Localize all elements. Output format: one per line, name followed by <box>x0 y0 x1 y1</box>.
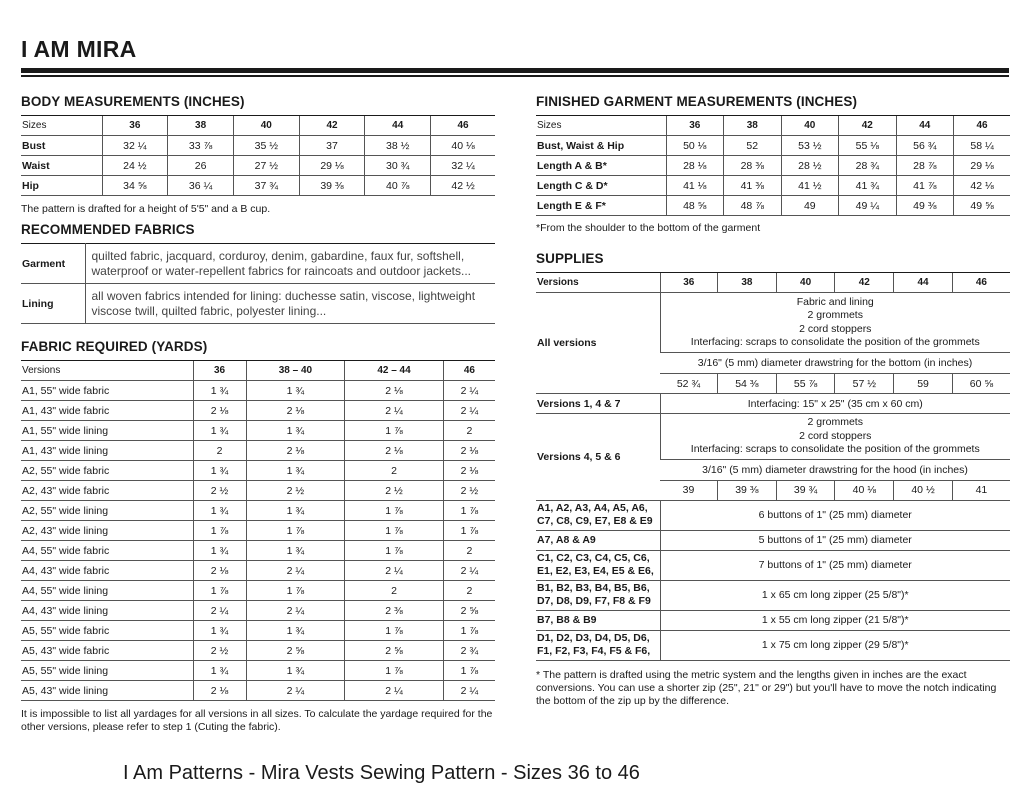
table-cell: 55 ⅞ <box>776 374 835 394</box>
row-label: A5, 55" wide lining <box>21 661 193 681</box>
row-label: A2, 55" wide lining <box>21 501 193 521</box>
header-cell: 46 <box>443 361 495 381</box>
left-column <box>21 94 495 734</box>
table-row <box>536 580 1010 610</box>
table-cell <box>660 414 1010 460</box>
row-label: A1, 43" wide lining <box>21 441 193 461</box>
table-cell: 37 ¾ <box>233 176 299 196</box>
row-label: A2, 43" wide lining <box>21 521 193 541</box>
table-cell: 6 buttons of 1" (25 mm) diameter <box>660 500 1010 530</box>
table-cell: 2 ¼ <box>345 561 444 581</box>
body-measurements-heading: BODY MEASUREMENTS (INCHES) <box>21 94 245 109</box>
table-cell: 2 ⅝ <box>443 601 495 621</box>
header-cell: 36 <box>193 361 246 381</box>
table-row <box>536 176 1010 196</box>
table-cell: 42 ⅛ <box>954 176 1010 196</box>
table-cell: 2 <box>443 421 495 441</box>
table-cell: 41 ½ <box>781 176 839 196</box>
table-row <box>21 284 495 324</box>
table-row <box>21 421 495 441</box>
table-row <box>536 196 1010 216</box>
header-cell: Sizes <box>21 116 102 136</box>
table-row <box>21 661 495 681</box>
table-cell: 28 ¾ <box>839 156 897 176</box>
table-cell: 2 ⅛ <box>193 681 246 701</box>
row-label: Bust, Waist & Hip <box>536 136 666 156</box>
row-label: D1, D2, D3, D4, D5, D6, F1, F2, F3, F4, F5 & F6, <box>536 630 660 660</box>
table-cell: 1 ⅞ <box>345 501 444 521</box>
row-label: B1, B2, B3, B4, B5, B6, D7, D8, D9, F7, F8 & F9 <box>536 580 660 610</box>
table-cell: 2 ¼ <box>443 381 495 401</box>
table-cell: 1 ¾ <box>246 421 345 441</box>
footer-caption: I Am Patterns - Mira Vests Sewing Pattern - Sizes 36 to 46 <box>123 762 640 784</box>
supply-item: Fabric and lining <box>796 295 874 308</box>
table-cell: 1 ⅞ <box>443 521 495 541</box>
table-cell: 1 x 75 cm long zipper (29 5/8")* <box>660 630 1010 660</box>
table-cell: 2 <box>443 581 495 601</box>
table-row <box>21 481 495 501</box>
table-cell: 2 ¼ <box>443 561 495 581</box>
header-cell: 46 <box>954 116 1010 136</box>
table-row <box>21 461 495 481</box>
table-row <box>21 244 495 284</box>
supply-item: Interfacing: scraps to consolidate the position of the grommets <box>690 336 980 348</box>
table-cell: 50 ⅛ <box>666 136 724 156</box>
header-cell: 46 <box>431 116 495 136</box>
table-cell: 60 ⅝ <box>952 374 1010 394</box>
table-cell: 40 ⅛ <box>835 480 894 500</box>
table-cell: 2 ⅛ <box>345 441 444 461</box>
table-cell: 28 ⅛ <box>666 156 724 176</box>
table-cell: 29 ⅛ <box>299 156 365 176</box>
table-cell: 52 <box>724 136 782 156</box>
table-cell: 2 ⅛ <box>345 381 444 401</box>
table-cell: 28 ⅞ <box>896 156 954 176</box>
table-cell: 40 ½ <box>894 480 953 500</box>
table-row <box>536 530 1010 550</box>
table-cell: 28 ½ <box>781 156 839 176</box>
table-cell: 34 ⅝ <box>102 176 168 196</box>
finished-garment-table <box>536 115 1010 216</box>
table-row <box>21 681 495 701</box>
table-cell: 52 ¾ <box>660 374 718 394</box>
table-row <box>21 521 495 541</box>
table-cell: 1 ¾ <box>193 381 246 401</box>
right-column <box>536 94 1010 708</box>
supply-item: 2 cord stoppers <box>799 322 872 335</box>
table-cell: 29 ⅛ <box>954 156 1010 176</box>
table-cell: 2 ½ <box>345 481 444 501</box>
header-cell: 44 <box>365 116 431 136</box>
table-cell: 24 ½ <box>102 156 168 176</box>
table-row <box>21 401 495 421</box>
supplies-section <box>536 251 1010 708</box>
row-label: Length E & F* <box>536 196 666 216</box>
table-cell: 1 ¾ <box>246 461 345 481</box>
header-cell: Sizes <box>536 116 666 136</box>
table-cell: 41 ⅜ <box>724 176 782 196</box>
table-row <box>21 541 495 561</box>
table-cell: 2 ⅛ <box>193 401 246 421</box>
table-cell: 48 ⅞ <box>724 196 782 216</box>
table-cell: 48 ⅝ <box>666 196 724 216</box>
header-cell: 38 <box>724 116 782 136</box>
table-cell: 41 ¾ <box>839 176 897 196</box>
row-label: All versions <box>536 293 660 394</box>
table-row <box>21 176 495 196</box>
table-row <box>536 550 1010 580</box>
row-label: Versions 4, 5 & 6 <box>536 414 660 501</box>
table-cell: 2 ¼ <box>345 401 444 421</box>
row-label: A1, 55" wide lining <box>21 421 193 441</box>
header-cell: 40 <box>233 116 299 136</box>
table-cell: 49 <box>781 196 839 216</box>
table-cell: 1 ⅞ <box>345 421 444 441</box>
table-cell: 1 ⅞ <box>246 581 345 601</box>
table-cell: 58 ¼ <box>954 136 1010 156</box>
table-cell: 2 ¼ <box>246 601 345 621</box>
title-rule-thin <box>21 75 1009 77</box>
row-label: Lining <box>21 284 85 324</box>
title-rule-thick <box>21 68 1009 73</box>
header-cell: 36 <box>102 116 168 136</box>
table-cell: 41 <box>952 480 1010 500</box>
row-label: Garment <box>21 244 85 284</box>
row-label: A2, 55" wide fabric <box>21 461 193 481</box>
row-label: Bust <box>21 136 102 156</box>
header-cell: 36 <box>660 273 718 293</box>
table-cell: 42 ½ <box>431 176 495 196</box>
table-cell: 35 ½ <box>233 136 299 156</box>
table-cell: 1 ¾ <box>246 381 345 401</box>
row-label: A5, 43" wide lining <box>21 681 193 701</box>
table-header-row <box>21 361 495 381</box>
supply-item: 2 cord stoppers <box>799 429 872 442</box>
table-cell: 1 ⅞ <box>193 521 246 541</box>
table-cell: 49 ⅝ <box>954 196 1010 216</box>
table-row <box>21 641 495 661</box>
table-cell: 1 ⅞ <box>345 541 444 561</box>
header-cell: 36 <box>666 116 724 136</box>
table-header-row <box>536 116 1010 136</box>
row-label: Hip <box>21 176 102 196</box>
table-cell: 2 ½ <box>193 641 246 661</box>
table-row <box>21 136 495 156</box>
supplies-note: * The pattern is drafted using the metric system and the lengths given in inches are the exact conversions. You can use a shorter zip (25", 21" or 29") but you'll have to move the notch indicating the bottom of the zip up by the difference. <box>536 668 997 707</box>
body-measurements-table <box>21 115 495 196</box>
table-cell: 53 ½ <box>781 136 839 156</box>
table-cell: 32 ¼ <box>431 156 495 176</box>
page-title: I AM MIRA <box>21 36 137 62</box>
table-cell: 1 ⅞ <box>345 661 444 681</box>
table-cell: 27 ½ <box>233 156 299 176</box>
table-cell: 2 ¼ <box>246 561 345 581</box>
finished-garment-note: *From the shoulder to the bottom of the garment <box>536 222 761 234</box>
table-row <box>21 501 495 521</box>
table-row <box>536 500 1010 530</box>
table-cell: 1 ¾ <box>246 541 345 561</box>
table-cell: 2 ⅜ <box>345 601 444 621</box>
table-cell: 2 <box>345 461 444 481</box>
table-cell: 1 ¾ <box>193 461 246 481</box>
table-cell: 1 ⅞ <box>443 621 495 641</box>
table-cell: 40 ⅞ <box>365 176 431 196</box>
row-label: A5, 43" wide fabric <box>21 641 193 661</box>
supply-item: 2 grommets <box>807 309 863 321</box>
header-cell: 44 <box>896 116 954 136</box>
table-cell: 55 ⅛ <box>839 136 897 156</box>
row-label: A4, 43" wide fabric <box>21 561 193 581</box>
header-cell: 38 <box>718 273 777 293</box>
row-label: Waist <box>21 156 102 176</box>
table-cell: 1 ¾ <box>193 501 246 521</box>
table-cell: 59 <box>894 374 953 394</box>
table-cell: 1 ¾ <box>246 621 345 641</box>
table-cell: 2 <box>193 441 246 461</box>
table-cell: 2 ⅛ <box>246 401 345 421</box>
table-row <box>21 621 495 641</box>
table-cell: 1 ¾ <box>246 501 345 521</box>
supply-item: 2 grommets <box>807 416 863 428</box>
table-row <box>21 561 495 581</box>
row-label: A1, A2, A3, A4, A5, A6, C7, C8, C9, E7, E8 & E9 <box>536 500 660 530</box>
header-cell: 40 <box>776 273 835 293</box>
header-cell: 38 <box>168 116 234 136</box>
fabric-required-heading: FABRIC REQUIRED (YARDS) <box>21 339 208 354</box>
header-cell: 42 – 44 <box>345 361 444 381</box>
table-row <box>21 601 495 621</box>
table-cell: 2 ⅛ <box>193 561 246 581</box>
table-row <box>21 381 495 401</box>
table-cell: 5 buttons of 1" (25 mm) diameter <box>660 530 1010 550</box>
row-label: Versions 1, 4 & 7 <box>536 394 660 414</box>
table-cell: 1 ⅞ <box>443 501 495 521</box>
row-label: A4, 43" wide lining <box>21 601 193 621</box>
table-cell: 1 ⅞ <box>345 621 444 641</box>
table-header-row <box>21 116 495 136</box>
table-cell: 3/16" (5 mm) diameter drawstring for the bottom (in inches) <box>660 353 1010 374</box>
table-cell: 28 ⅜ <box>724 156 782 176</box>
row-label: A4, 55" wide lining <box>21 581 193 601</box>
row-label: A1, 55" wide fabric <box>21 381 193 401</box>
supplies-table <box>536 272 1010 661</box>
header-cell: 44 <box>894 273 953 293</box>
supply-item: Interfacing: scraps to consolidate the position of the grommets <box>690 443 980 455</box>
table-cell: 2 ¾ <box>443 641 495 661</box>
table-cell: 2 ½ <box>246 481 345 501</box>
table-row <box>536 136 1010 156</box>
row-label: A5, 55" wide fabric <box>21 621 193 641</box>
table-cell: 33 ⅞ <box>168 136 234 156</box>
row-label: A4, 55" wide fabric <box>21 541 193 561</box>
row-label: C1, C2, C3, C4, C5, C6, E1, E2, E3, E4, E5 & E6, <box>536 550 660 580</box>
table-cell: 38 ½ <box>365 136 431 156</box>
table-cell: 39 ⅜ <box>718 480 777 500</box>
table-cell: 1 ¾ <box>193 421 246 441</box>
table-cell: 2 ¼ <box>246 681 345 701</box>
row-label: A7, A8 & A9 <box>536 530 660 550</box>
table-cell <box>660 293 1010 353</box>
row-label: Length C & D* <box>536 176 666 196</box>
fabric-required-note: It is impossible to list all yardages for all versions in all sizes. To calculate the yardage required for the other versions, please refer to step 1 (Cuting the fabric). <box>21 708 493 733</box>
table-cell: 30 ¾ <box>365 156 431 176</box>
table-cell: Interfacing: 15" x 25" (35 cm x 60 cm) <box>660 394 1010 414</box>
table-cell: 1 x 55 cm long zipper (21 5/8")* <box>660 610 1010 630</box>
body-measurements-note: The pattern is drafted for a height of 5'5" and a B cup. <box>21 203 271 215</box>
body-measurements-section <box>21 94 495 216</box>
table-row <box>536 156 1010 176</box>
table-cell: 1 ⅞ <box>193 581 246 601</box>
table-row <box>536 610 1010 630</box>
header-cell: 42 <box>835 273 894 293</box>
fabric-required-table <box>21 360 495 701</box>
table-cell: 2 ⅝ <box>345 641 444 661</box>
table-cell: 2 ⅛ <box>443 441 495 461</box>
table-cell: 49 ⅜ <box>896 196 954 216</box>
recommended-fabrics-section <box>21 222 495 324</box>
finished-garment-section <box>536 94 1010 235</box>
table-cell: 2 ½ <box>443 481 495 501</box>
header-cell: 40 <box>781 116 839 136</box>
header-cell: Versions <box>21 361 193 381</box>
table-cell: 2 ½ <box>193 481 246 501</box>
table-cell: 39 ⅜ <box>299 176 365 196</box>
row-label: A1, 43" wide fabric <box>21 401 193 421</box>
table-cell: 1 ⅞ <box>443 661 495 681</box>
table-cell: 2 ¼ <box>443 681 495 701</box>
table-cell: 2 ⅝ <box>246 641 345 661</box>
header-cell: 42 <box>299 116 365 136</box>
supplies-heading: SUPPLIES <box>536 251 604 266</box>
table-cell: 1 x 65 cm long zipper (25 5/8")* <box>660 580 1010 610</box>
header-cell: Versions <box>536 273 660 293</box>
table-cell: 57 ½ <box>835 374 894 394</box>
table-cell: all woven fabrics intended for lining: duchesse satin, viscose, lightweight viscose twill, quilted fabric, polyester lining... <box>85 284 495 324</box>
header-cell: 38 – 40 <box>246 361 345 381</box>
row-label: A2, 43" wide fabric <box>21 481 193 501</box>
table-cell: 49 ¼ <box>839 196 897 216</box>
header-cell: 42 <box>839 116 897 136</box>
recommended-fabrics-heading: RECOMMENDED FABRICS <box>21 222 195 237</box>
table-cell: 1 ¾ <box>246 661 345 681</box>
table-cell: 2 ¼ <box>345 681 444 701</box>
fabric-required-section <box>21 339 495 734</box>
table-row <box>536 394 1010 414</box>
table-cell: 2 ¼ <box>443 401 495 421</box>
table-row <box>536 630 1010 660</box>
table-cell: 3/16" (5 mm) diameter drawstring for the hood (in inches) <box>660 459 1010 480</box>
table-cell: 1 ¾ <box>193 621 246 641</box>
table-cell: 1 ¾ <box>193 661 246 681</box>
table-cell: 56 ¾ <box>896 136 954 156</box>
table-header-row <box>536 273 1010 293</box>
table-cell: 2 ⅛ <box>246 441 345 461</box>
table-cell: 40 ⅛ <box>431 136 495 156</box>
table-cell: 37 <box>299 136 365 156</box>
table-cell: 2 <box>443 541 495 561</box>
header-cell: 46 <box>952 273 1010 293</box>
row-label: B7, B8 & B9 <box>536 610 660 630</box>
table-cell: 41 ⅛ <box>666 176 724 196</box>
table-row <box>536 414 1010 460</box>
table-row <box>21 156 495 176</box>
table-cell: 39 ¾ <box>776 480 835 500</box>
table-row <box>536 293 1010 353</box>
table-cell: 7 buttons of 1" (25 mm) diameter <box>660 550 1010 580</box>
table-row <box>21 441 495 461</box>
table-cell: 39 <box>660 480 718 500</box>
table-cell: 2 <box>345 581 444 601</box>
table-cell: 32 ¼ <box>102 136 168 156</box>
finished-garment-heading: FINISHED GARMENT MEASUREMENTS (INCHES) <box>536 94 858 109</box>
table-cell: 2 ¼ <box>193 601 246 621</box>
table-row <box>21 581 495 601</box>
table-cell: 54 ⅜ <box>718 374 777 394</box>
table-cell: 36 ¼ <box>168 176 234 196</box>
table-cell: 2 ⅛ <box>443 461 495 481</box>
table-cell: 26 <box>168 156 234 176</box>
table-cell: quilted fabric, jacquard, corduroy, denim, gabardine, faux fur, softshell, waterproof or water-repellent fabrics for raincoats and outdoor jackets... <box>85 244 495 284</box>
table-cell: 41 ⅞ <box>896 176 954 196</box>
table-cell: 1 ⅞ <box>246 521 345 541</box>
row-label: Length A & B* <box>536 156 666 176</box>
table-cell: 1 ⅞ <box>345 521 444 541</box>
recommended-fabrics-table <box>21 243 495 324</box>
table-cell: 1 ¾ <box>193 541 246 561</box>
